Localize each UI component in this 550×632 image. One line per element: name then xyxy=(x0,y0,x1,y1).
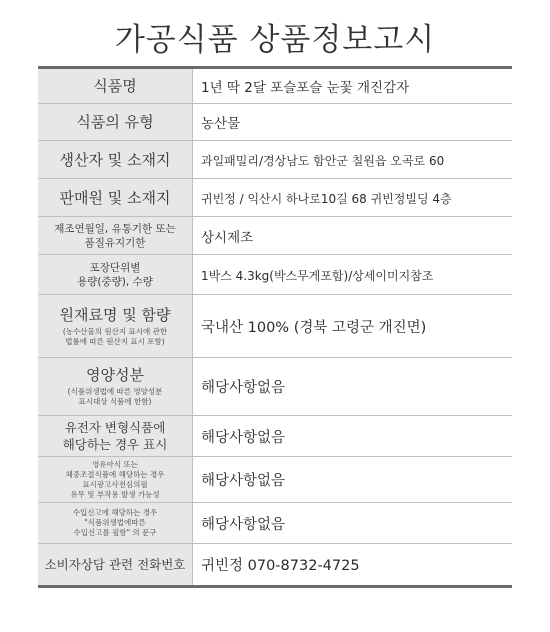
row-label: 영양성분 (식품위생법에 따른 영양성분 표시대상 식품에 한함) xyxy=(38,358,193,416)
row-value: 해당사항없음 xyxy=(193,416,513,457)
table-row xyxy=(38,544,512,587)
row-value: 과일패밀리/경상남도 함안군 칠원읍 오곡로 60 xyxy=(193,141,513,179)
table-row xyxy=(38,179,512,217)
row-label: 제조연월일, 유통기한 또는 품질유지기한 xyxy=(38,217,193,255)
row-label: 유전자 변형식품에 해당하는 경우 표시 xyxy=(38,416,193,457)
table-row xyxy=(38,295,512,358)
row-label: 판매원 및 소재지 xyxy=(38,179,193,217)
row-label: 소비자상담 관련 전화번호 xyxy=(38,544,193,587)
page-title: 가공식품 상품정보고시 xyxy=(114,22,436,58)
table-row xyxy=(38,457,512,503)
row-value: 국내산 100% (경북 고령군 개진면) xyxy=(193,295,513,358)
row-label: 원재료명 및 함량 (농수산물의 원산지 표시에 관한 법률에 따른 원산지 표시 포함) xyxy=(38,295,193,358)
row-label: 수입신고에 해당하는 경우 "식품위생법에따른 수입신고를 필함" 의 문구 xyxy=(38,503,193,544)
table-row xyxy=(38,217,512,255)
table-row xyxy=(38,503,512,544)
row-value: 귀빈정 070-8732-4725 xyxy=(193,544,513,587)
row-value: 해당사항없음 xyxy=(193,358,513,416)
row-value: 해당사항없음 xyxy=(193,457,513,503)
row-value: 귀빈정 / 익산시 하나로10길 68 귀빈정빌딩 4층 xyxy=(193,179,513,217)
row-value: 1년 딱 2달 포슬포슬 눈꽃 개진감자 xyxy=(193,68,513,104)
row-label: 영유아식 또는 체중조절식품에 해당하는 경우 표시광고사전심의필 유무 및 부작용 발생 가능성 xyxy=(38,457,193,503)
row-value: 1박스 4.3kg(박스무게포함)/상세이미지참조 xyxy=(193,255,513,295)
row-label: 식품명 xyxy=(38,68,193,104)
row-label: 식품의 유형 xyxy=(38,104,193,141)
row-value: 농산물 xyxy=(193,104,513,141)
table-row xyxy=(38,416,512,457)
table-row xyxy=(38,358,512,416)
row-value: 상시제조 xyxy=(193,217,513,255)
product-info-table xyxy=(38,66,512,588)
row-label: 생산자 및 소재지 xyxy=(38,141,193,179)
row-value: 해당사항없음 xyxy=(193,503,513,544)
row-label: 포장단위별 용량(중량), 수량 xyxy=(38,255,193,295)
table-row xyxy=(38,255,512,295)
table-row xyxy=(38,104,512,141)
table-row xyxy=(38,68,512,104)
table-row xyxy=(38,141,512,179)
